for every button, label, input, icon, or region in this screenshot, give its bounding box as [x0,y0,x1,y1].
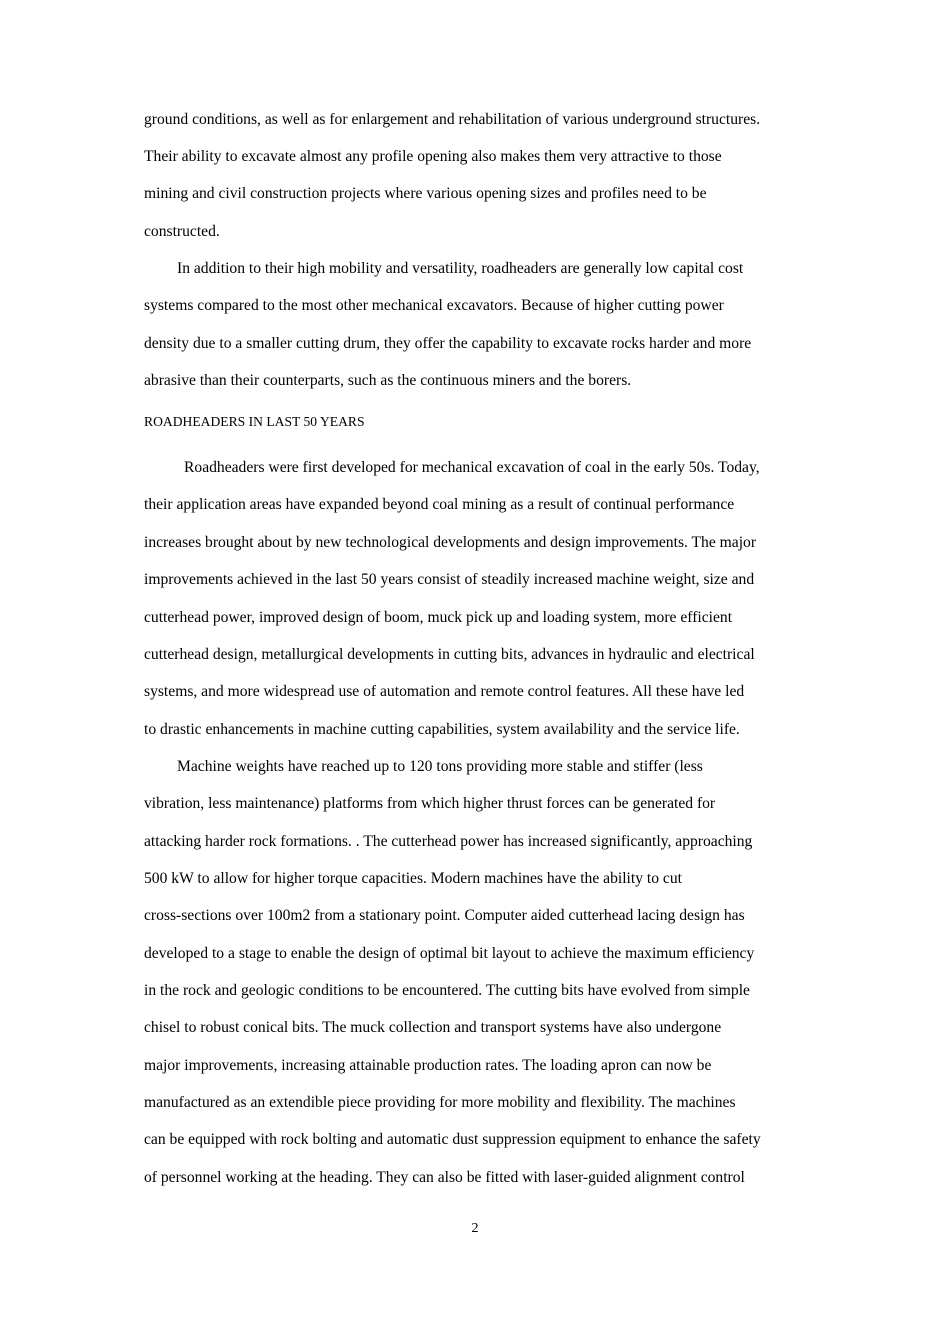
paragraph-line: constructed. [144,223,220,240]
paragraph-line: chisel to robust conical bits. The muck collection and transport systems have also undergone [144,1019,722,1036]
paragraph-line: Machine weights have reached up to 120 tons providing more stable and stiffer (less [177,758,703,775]
paragraph-line: cutterhead design, metallurgical developments in cutting bits, advances in hydraulic and electrical [144,646,755,663]
paragraph-line: of personnel working at the heading. They can also be fitted with laser-guided alignment control [144,1169,745,1186]
paragraph-line: to drastic enhancements in machine cutting capabilities, system availability and the service life. [144,721,740,738]
section-heading: ROADHEADERS IN LAST 50 YEARS [144,414,365,429]
paragraph-line: Their ability to excavate almost any profile opening also makes them very attractive to those [144,148,722,165]
paragraph-line: abrasive than their counterparts, such as the continuous miners and the borers. [144,372,632,389]
paragraph-line: Roadheaders were first developed for mechanical excavation of coal in the early 50s. Today, [184,459,760,476]
paragraph-line: improvements achieved in the last 50 years consist of steadily increased machine weight, size and [144,571,755,588]
paragraph-line: in the rock and geologic conditions to be encountered. The cutting bits have evolved from simple [144,982,750,999]
paragraph-line: major improvements, increasing attainable production rates. The loading apron can now be [144,1057,712,1074]
paragraph-line: mining and civil construction projects where various opening sizes and profiles need to be [144,185,707,202]
paragraph-line: systems compared to the most other mechanical excavators. Because of higher cutting power [144,297,724,314]
paragraph-line: developed to a stage to enable the design of optimal bit layout to achieve the maximum efficiency [144,945,755,962]
paragraph-line: attacking harder rock formations. . The cutterhead power has increased significantly, approaching [144,833,753,850]
paragraph-line: In addition to their high mobility and versatility, roadheaders are generally low capital cost [177,260,744,277]
paragraph-line: cutterhead power, improved design of boom, muck pick up and loading system, more efficient [144,609,733,626]
paragraph-line: manufactured as an extendible piece providing for more mobility and flexibility. The machines [144,1094,736,1111]
paragraph-line: vibration, less maintenance) platforms from which higher thrust forces can be generated for [144,795,716,812]
paragraph-line: cross-sections over 100m2 from a stationary point. Computer aided cutterhead lacing design has [144,907,745,924]
paragraph-line: can be equipped with rock bolting and automatic dust suppression equipment to enhance the safety [144,1131,761,1148]
paragraph-line: 500 kW to allow for higher torque capacities. Modern machines have the ability to cut [144,870,682,887]
page-number: 2 [471,1221,479,1236]
paragraph-line: density due to a smaller cutting drum, they offer the capability to excavate rocks harder and more [144,335,752,352]
paragraph-line: their application areas have expanded beyond coal mining as a result of continual performance [144,496,735,513]
paragraph-line: increases brought about by new technological developments and design improvements. The major [144,534,757,551]
paragraph-line: ground conditions, as well as for enlargement and rehabilitation of various underground structures. [144,111,761,128]
paragraph-line: systems, and more widespread use of automation and remote control features. All these have led [144,683,745,700]
